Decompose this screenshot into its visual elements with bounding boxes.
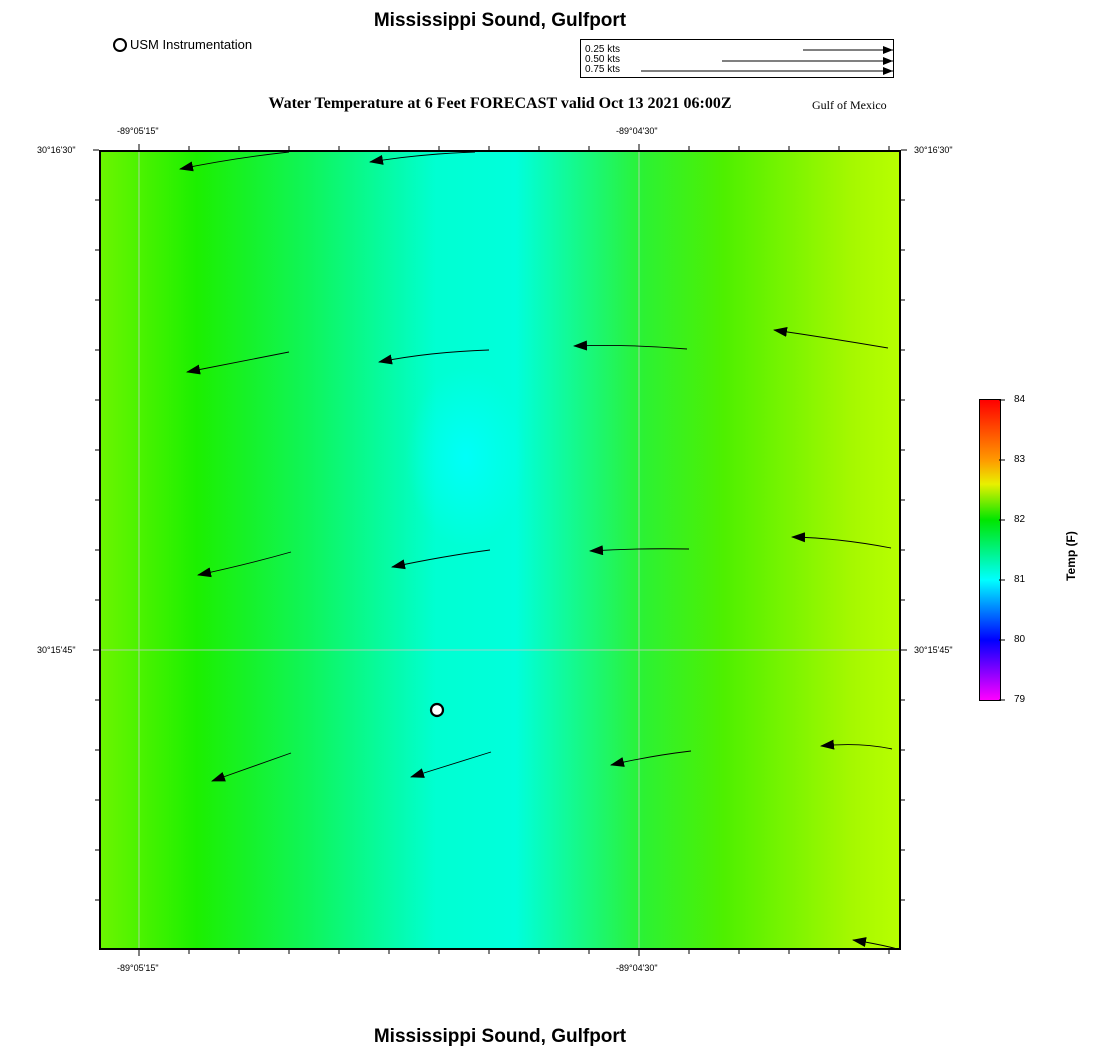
station-legend-label: USM Instrumentation — [130, 37, 253, 52]
graticule — [99, 150, 901, 950]
vector-scale-label-1: 0.25 kts — [585, 44, 621, 55]
current-arrow — [392, 550, 490, 567]
map-title-bottom: Mississippi Sound, Gulfport — [373, 1026, 627, 1047]
lat-label-left-1: 30°16'30" — [37, 145, 76, 155]
current-arrow — [180, 152, 289, 169]
colorbar-tick-79: 79 — [1014, 694, 1026, 705]
current-arrow — [370, 152, 475, 162]
current-arrow — [821, 745, 892, 749]
colorbar-tick-84: 84 — [1014, 394, 1026, 405]
current-arrow — [853, 940, 901, 950]
map-title-top: Mississippi Sound, Gulfport — [373, 10, 627, 31]
current-arrow — [212, 753, 291, 781]
current-arrow — [379, 350, 489, 362]
map-subtitle: Water Temperature at 6 Feet FORECAST valid Oct 13 2021 06:00Z — [268, 95, 732, 112]
region-label: Gulf of Mexico — [812, 98, 887, 112]
colorbar-tick-83: 83 — [1014, 454, 1026, 465]
lon-label-top-1: -89°05'15" — [117, 126, 159, 136]
current-arrow — [611, 751, 691, 765]
usm-station-marker — [431, 704, 443, 716]
lat-label-right-2: 30°15'45" — [914, 645, 953, 655]
current-arrow — [792, 537, 891, 548]
lon-label-bottom-1: -89°05'15" — [117, 963, 159, 973]
vector-scale-label-3: 0.75 kts — [585, 64, 621, 75]
map-overlay — [99, 150, 901, 950]
lon-label-top-2: -89°04'30" — [616, 126, 658, 136]
current-arrow — [774, 330, 888, 348]
current-arrow — [187, 352, 289, 372]
vector-scale-label-2: 0.50 kts — [585, 54, 621, 65]
lon-label-bottom-2: -89°04'30" — [616, 963, 658, 973]
current-arrow — [574, 345, 687, 349]
temperature-colorbar — [979, 399, 1001, 701]
current-arrow — [198, 552, 291, 575]
colorbar-title: Temp (F) — [1064, 531, 1078, 581]
colorbar-ticks — [999, 399, 1009, 703]
colorbar-tick-82: 82 — [1014, 514, 1026, 525]
current-arrow — [411, 752, 491, 777]
lat-label-right-1: 30°16'30" — [914, 145, 953, 155]
current-vectors — [180, 152, 901, 950]
colorbar-tick-80: 80 — [1014, 634, 1026, 645]
colorbar-tick-81: 81 — [1014, 574, 1026, 585]
lat-label-left-2: 30°15'45" — [37, 645, 76, 655]
temperature-map[interactable] — [99, 150, 901, 950]
